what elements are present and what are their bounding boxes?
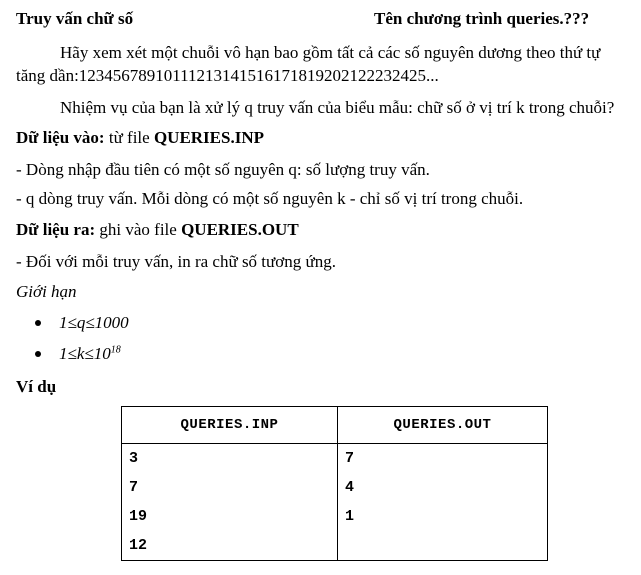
example-header-row [122,407,548,444]
bullet-icon [35,351,41,357]
example-header-inp: QUERIES.INP [122,407,338,444]
limit-item-q [35,313,129,333]
output-line-1: - Đối với mỗi truy vấn, in ra chữ số tương ứng. [16,252,336,271]
output-heading [16,220,299,240]
input-heading [16,128,264,148]
limit-item-k [35,344,121,364]
bullet-icon [35,320,41,326]
example-out-cell [338,444,548,561]
out-line: 1 [345,508,355,525]
input-line-2: - q dòng truy vấn. Mỗi dòng có một số nguyên k - chỉ số vị trí trong chuỗi. [16,189,524,208]
limit-q-text: 1≤q≤1000 [59,313,129,332]
limit-k-text: 1≤k≤10 [59,344,111,363]
inp-line: 3 [129,450,139,467]
input-text: từ file [104,128,154,147]
problem-title: Truy vấn chữ số [16,9,134,28]
inp-line: 7 [129,479,139,496]
example-header-out: QUERIES.OUT [338,407,548,444]
limits-title: Giới hạn [16,282,77,301]
example-inp-cell [122,444,338,561]
input-label: Dữ liệu vào: [16,128,105,147]
example-body-row [122,444,548,561]
inp-line: 12 [129,537,148,554]
input-line-1: - Dòng nhập đầu tiên có một số nguyên q: số lượng truy vấn. [16,160,430,179]
intro-line-1: Hãy xem xét một chuỗi vô hạn bao gồm tất cả các số nguyên dương theo thứ tự [60,43,601,62]
input-file: QUERIES.INP [153,128,264,147]
output-text: ghi vào file [95,220,182,239]
output-label: Dữ liệu ra: [16,220,96,239]
intro-line-2: tăng dần:12345678910111213141516171819202122232425... [16,66,439,85]
inp-line: 19 [129,508,148,525]
output-file: QUERIES.OUT [181,220,299,239]
program-name: Tên chương trình queries.??? [374,9,590,28]
task-statement: Nhiệm vụ của bạn là xử lý q truy vấn của biểu mẫu: chữ số ở vị trí k trong chuỗi? [60,98,615,117]
limit-k-exponent: 18 [110,344,121,356]
example-title: Ví dụ [16,377,57,396]
out-line: 4 [345,479,355,496]
out-line: 7 [345,450,355,467]
example-table [121,406,548,561]
